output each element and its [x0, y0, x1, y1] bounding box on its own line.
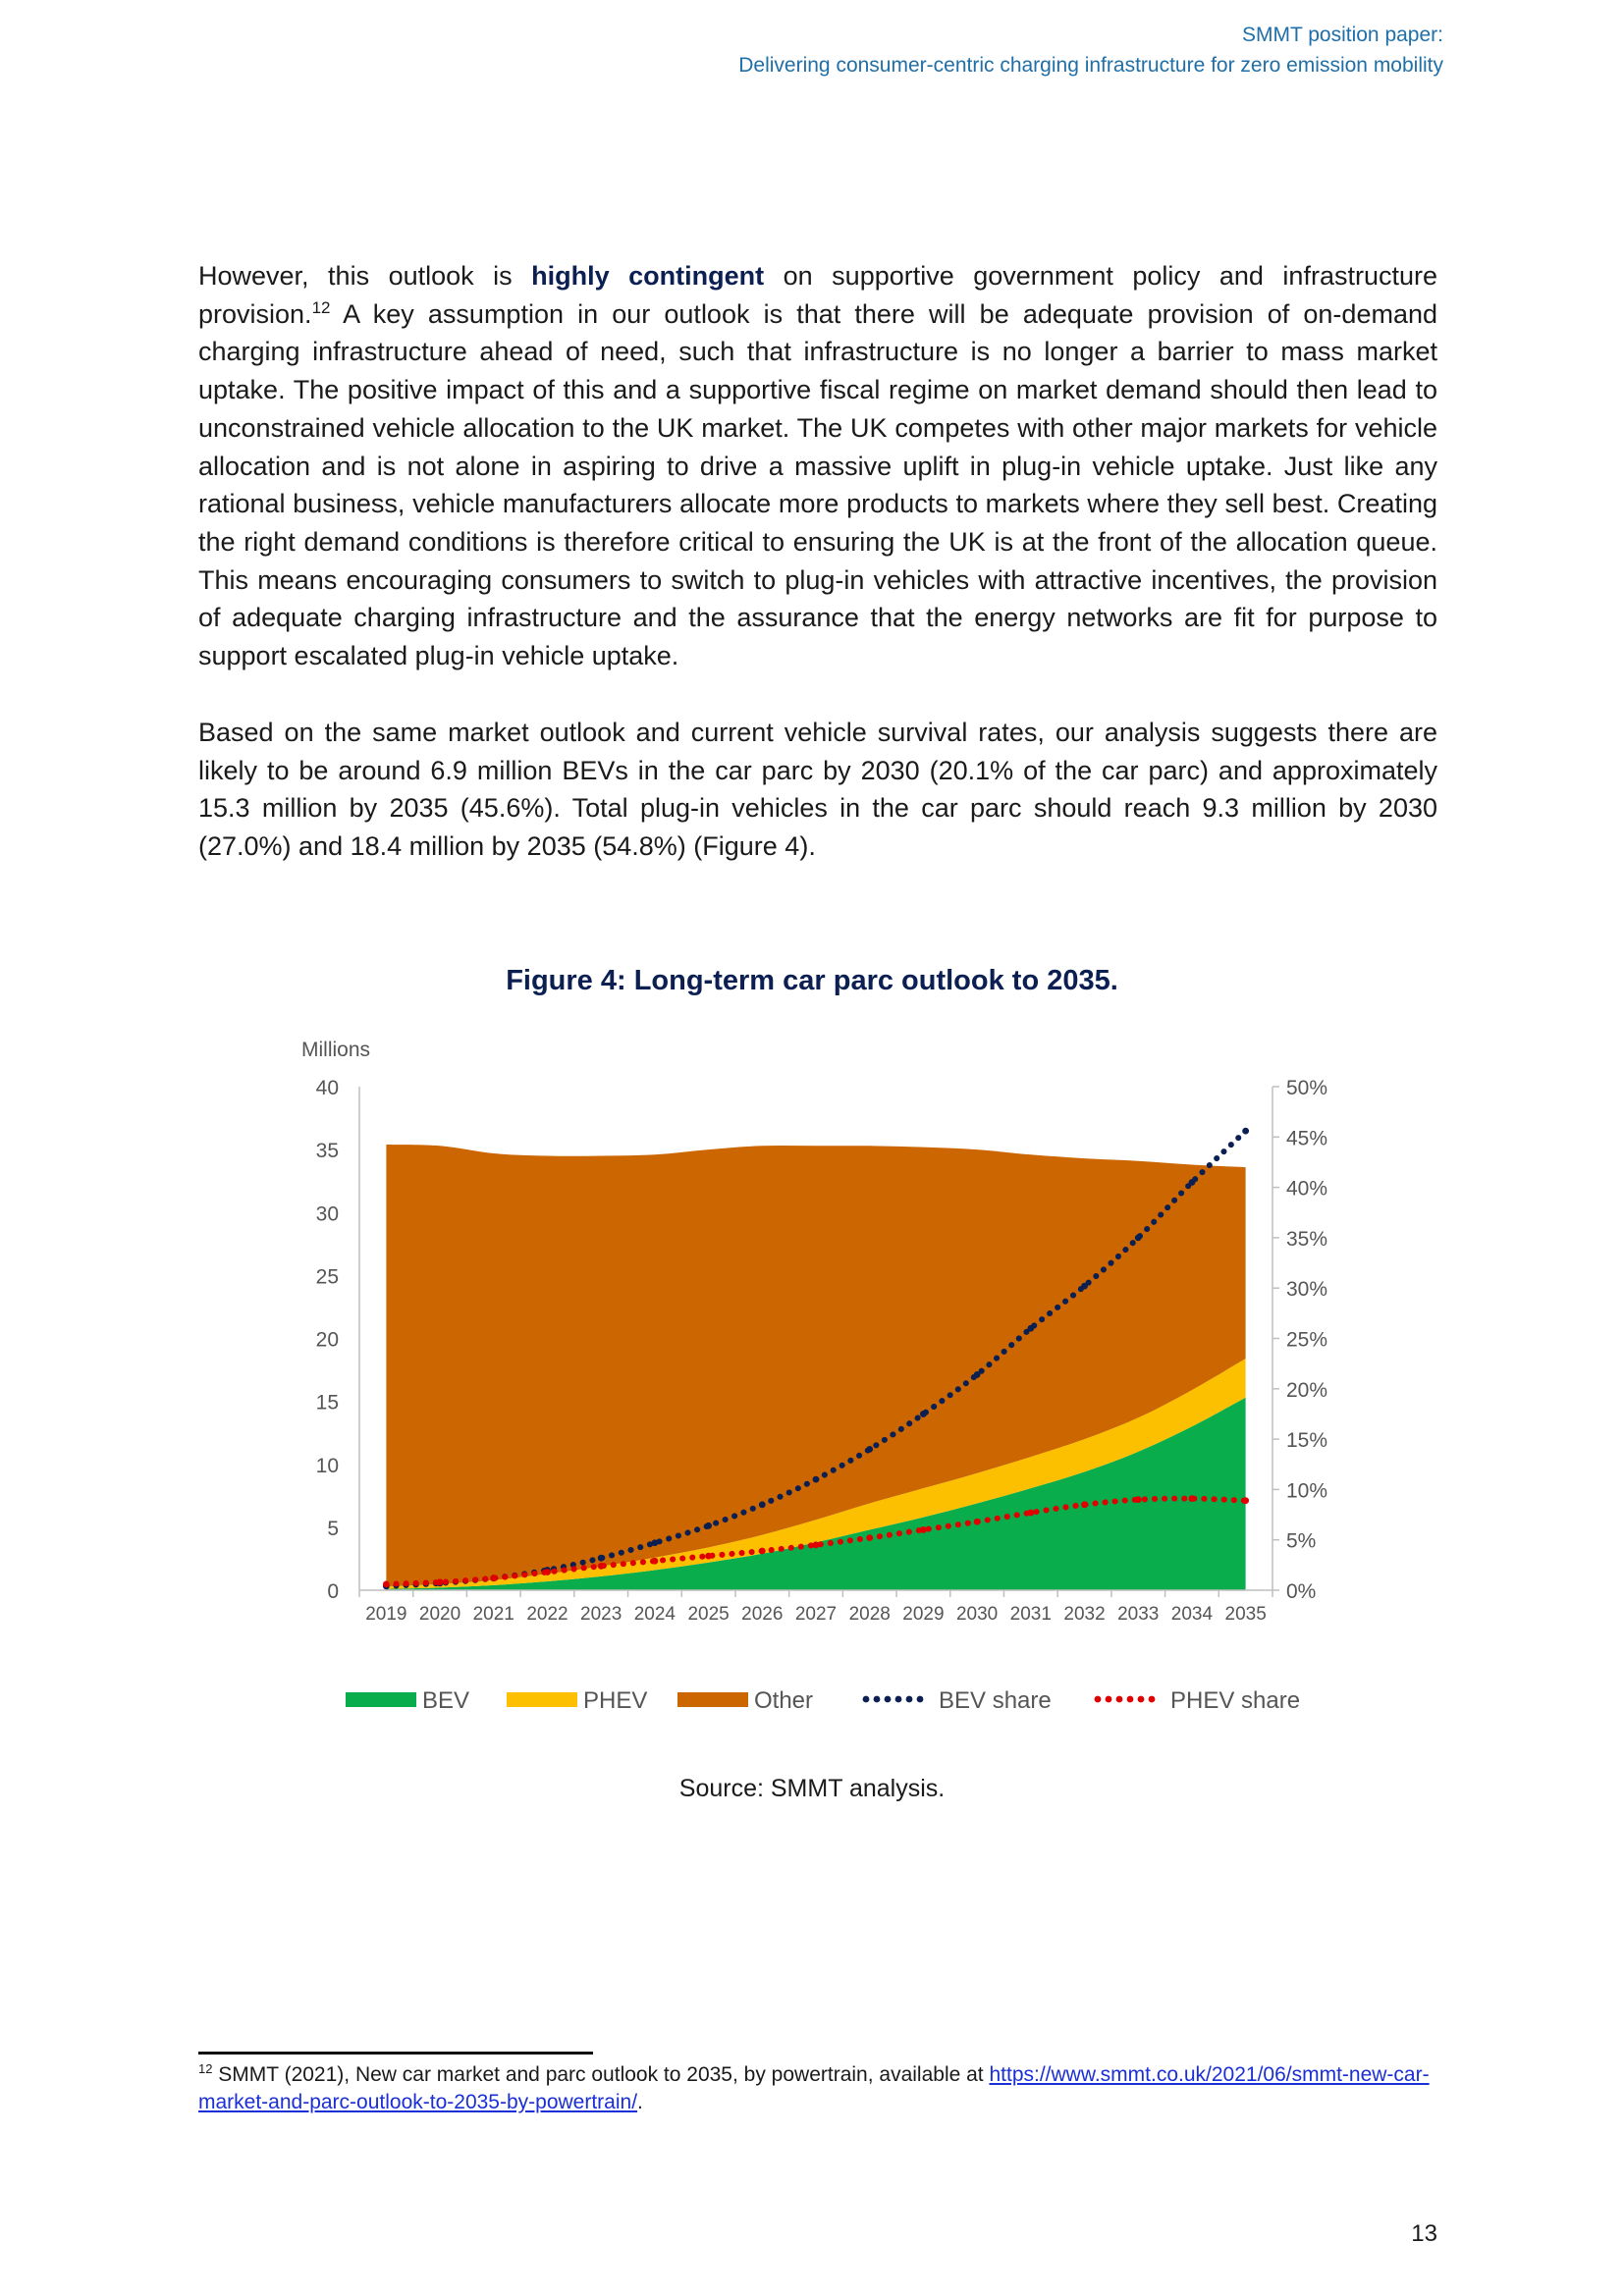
- point-phev-share-2034: [1189, 1495, 1196, 1502]
- x-tick-label-2028: 2028: [848, 1604, 891, 1625]
- y2-tick-label: 20%: [1286, 1378, 1328, 1402]
- legend-dot-bev-share: [906, 1696, 913, 1703]
- legend-dot-phev-share: [1138, 1696, 1145, 1703]
- point-phev-share-2029: [920, 1526, 927, 1533]
- point-phev-share-2025: [705, 1553, 712, 1560]
- page-header: [738, 20, 1443, 80]
- point-phev-share-2020: [437, 1578, 444, 1585]
- point-phev-share-2035: [1242, 1497, 1249, 1504]
- point-phev-share-2028: [866, 1534, 873, 1541]
- point-phev-share-2030: [974, 1519, 981, 1525]
- y-tick-label: 40: [315, 1077, 339, 1099]
- y2-tick-label: 30%: [1286, 1278, 1328, 1302]
- x-tick-label-2025: 2025: [687, 1604, 730, 1625]
- legend-dot-bev-share: [895, 1696, 902, 1703]
- footnote-text: SMMT (2021), New car market and parc outlook to 2035, by powertrain, available at: [212, 2063, 990, 2086]
- x-tick-label-2027: 2027: [794, 1604, 838, 1625]
- para1-text-a: However, this outlook is: [198, 261, 532, 291]
- para1-bold: highly contingent: [531, 261, 765, 291]
- point-phev-share-2022: [544, 1569, 551, 1575]
- legend-label-bev-share: BEV share: [939, 1687, 1052, 1714]
- legend-dot-phev-share: [1095, 1696, 1102, 1703]
- point-phev-share-2023: [598, 1563, 605, 1570]
- point-phev-share-2033: [1135, 1496, 1142, 1503]
- y-tick-label: 20: [315, 1328, 339, 1352]
- legend-dot-bev-share: [874, 1696, 881, 1703]
- point-bev-share-2026: [759, 1501, 766, 1508]
- x-tick-label-2023: 2023: [580, 1604, 623, 1625]
- para1-text-c: A key assumption in our outlook is that there will be adequate provision of on-demand charging infrastructure ahead of need, such that infrastructure is no longer a barrier to mass market uptake. The positive impact of this and a supportive fiscal regime on market demand should then lead to unconstrained vehicle allocation to the UK market. The UK competes with other major markets for vehicle allocation and is not alone in aspiring to drive a massive uplift in plug-in vehicle uptake. Just like any rational business, vehicle manufacturers allocate more products to markets where they sell best. Creating the right demand conditions is therefore critical to ensuring the UK is at the front of the allocation queue. This means encouraging consumers to switch to plug-in vehicles with attractive incentives, the provision of adequate charging infrastructure and the assurance that the energy networks are fit for purpose to support escalated plug-in vehicle uptake.: [198, 298, 1437, 671]
- y2-tick-label: 35%: [1286, 1227, 1328, 1251]
- legend-swatch-phev: [507, 1692, 577, 1707]
- y2-tick-label: 25%: [1286, 1328, 1328, 1352]
- point-phev-share-2032: [1081, 1501, 1088, 1508]
- point-bev-share-2031: [1027, 1325, 1034, 1332]
- legend-dot-bev-share: [885, 1696, 892, 1703]
- point-bev-share-2030: [974, 1371, 981, 1378]
- legend-swatch-bev: [346, 1692, 416, 1707]
- y2-tick-label: 5%: [1286, 1529, 1317, 1553]
- x-tick-label-2029: 2029: [902, 1604, 945, 1625]
- figure-source: Source: SMMT analysis.: [678, 1775, 946, 1802]
- y2-tick-label: 45%: [1286, 1127, 1328, 1150]
- legend-dot-phev-share: [1149, 1696, 1156, 1703]
- x-tick-label-2033: 2033: [1117, 1604, 1160, 1625]
- y2-tick-label: 10%: [1286, 1479, 1328, 1503]
- point-phev-share-2027: [813, 1541, 820, 1548]
- point-bev-share-2029: [920, 1411, 927, 1417]
- point-phev-share-2026: [759, 1548, 766, 1555]
- para1-text-b: on supportive government policy and infrastructure provision.: [198, 261, 1437, 329]
- y-tick-label: 30: [315, 1202, 339, 1226]
- legend-label-phev: PHEV: [583, 1687, 648, 1714]
- point-bev-share-2034: [1189, 1179, 1196, 1186]
- legend-swatch-other: [677, 1692, 748, 1707]
- footnote-link[interactable]: https://www.smmt.co.uk/2021/06/smmt-new-car-market-and-parc-outlook-to-2035-by-powertrain/: [198, 2063, 1430, 2113]
- y2-tick-label: 50%: [1286, 1077, 1328, 1099]
- y-tick-label: 25: [315, 1265, 339, 1289]
- legend-dot-bev-share: [917, 1696, 924, 1703]
- header-line-2: Delivering consumer-centric charging infrastructure for zero emission mobility: [738, 54, 1443, 77]
- x-tick-label-2020: 2020: [418, 1604, 461, 1625]
- point-bev-share-2028: [866, 1446, 873, 1453]
- paragraph-1: [198, 257, 1437, 675]
- y-tick-label: 10: [315, 1454, 339, 1477]
- point-phev-share-2019: [383, 1580, 390, 1587]
- x-tick-label-2021: 2021: [472, 1604, 514, 1625]
- x-tick-label-2019: 2019: [365, 1604, 407, 1625]
- x-tick-label-2035: 2035: [1224, 1604, 1267, 1625]
- point-bev-share-2032: [1081, 1283, 1088, 1290]
- y-tick-label: 35: [315, 1140, 339, 1163]
- y2-tick-label: 0%: [1286, 1580, 1317, 1603]
- point-bev-share-2023: [598, 1555, 605, 1562]
- point-bev-share-2024: [651, 1539, 658, 1546]
- point-phev-share-2024: [651, 1558, 658, 1565]
- x-tick-label-2032: 2032: [1063, 1604, 1106, 1625]
- y2-tick-label: 15%: [1286, 1429, 1328, 1453]
- point-phev-share-2031: [1027, 1510, 1034, 1517]
- point-bev-share-2035: [1242, 1128, 1249, 1135]
- paragraph-2: Based on the same market outlook and current vehicle survival rates, our analysis suggests there are likely to be around 6.9 million BEVs in the car parc by 2030 (20.1% of the car parc) and approximately 15.3 million by 2035 (45.6%). Total plug-in vehicles in the car parc should reach 9.3 million by 2030 (27.0%) and 18.4 million by 2035 (54.8%) (Figure 4).: [198, 718, 1437, 862]
- y-tick-label: 15: [315, 1391, 339, 1415]
- x-tick-label-2022: 2022: [526, 1604, 568, 1625]
- point-bev-share-2025: [705, 1522, 712, 1529]
- y-tick-label: 0: [327, 1580, 339, 1603]
- legend-label-phev-share: PHEV share: [1170, 1687, 1301, 1714]
- x-tick-label-2034: 2034: [1170, 1604, 1214, 1625]
- figure-title: Figure 4: Long-term car parc outlook to 2035.: [506, 965, 1118, 996]
- y-tick-label: 5: [327, 1517, 339, 1540]
- legend-dot-phev-share: [1106, 1696, 1112, 1703]
- header-line-1: SMMT position paper:: [1241, 24, 1443, 46]
- footnote-ref[interactable]: 12: [311, 297, 331, 317]
- y-axis-title: Millions: [301, 1039, 371, 1061]
- point-phev-share-2021: [490, 1575, 497, 1581]
- legend-dot-phev-share: [1116, 1696, 1123, 1703]
- page-number: 13: [1411, 2220, 1437, 2247]
- car-parc-chart: [0, 1021, 1624, 1737]
- y2-tick-label: 40%: [1286, 1177, 1328, 1201]
- footnote-divider: [198, 2052, 593, 2055]
- x-tick-label-2030: 2030: [955, 1604, 999, 1625]
- legend-dot-phev-share: [1127, 1696, 1134, 1703]
- x-tick-label-2024: 2024: [633, 1604, 677, 1625]
- footnote-end: .: [637, 2091, 643, 2113]
- x-tick-label-2026: 2026: [741, 1604, 784, 1625]
- point-bev-share-2027: [813, 1476, 820, 1483]
- x-tick-label-2031: 2031: [1009, 1604, 1052, 1625]
- footnote-number: 12: [198, 2061, 213, 2076]
- footnote: [198, 2061, 1437, 2116]
- legend-label-other: Other: [754, 1687, 814, 1714]
- legend-dot-bev-share: [863, 1696, 870, 1703]
- point-bev-share-2033: [1135, 1235, 1142, 1242]
- legend-label-bev: BEV: [422, 1687, 470, 1714]
